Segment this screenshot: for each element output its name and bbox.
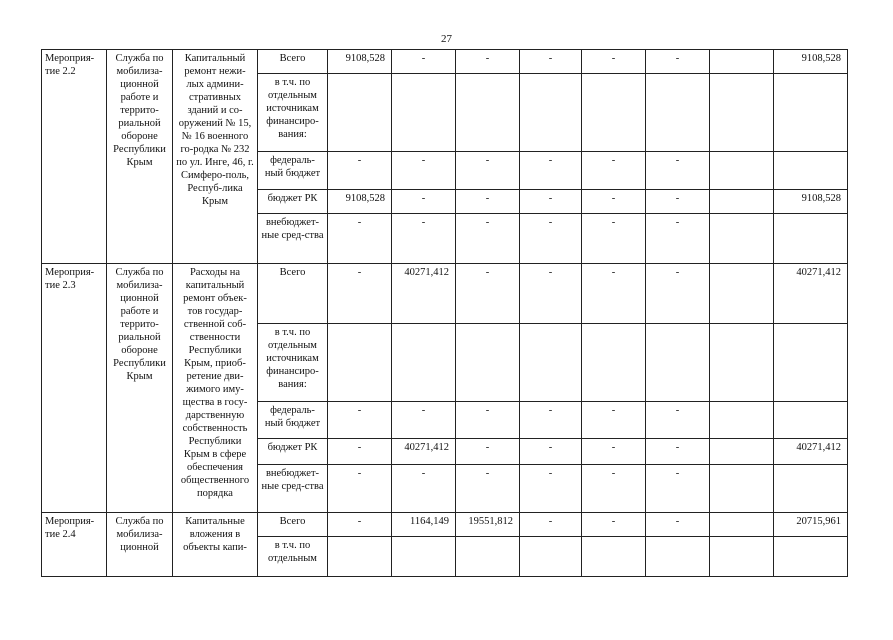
value-cell xyxy=(774,537,848,577)
value-cell: 40271,412 xyxy=(774,439,848,465)
value-cell: - xyxy=(328,439,392,465)
value-cell: - xyxy=(520,402,582,439)
funding-source: Всего xyxy=(258,50,328,74)
value-cell: 9108,528 xyxy=(774,190,848,214)
value-cell: - xyxy=(582,465,646,513)
value-cell: - xyxy=(392,152,456,190)
value-cell: - xyxy=(646,402,710,439)
table-row xyxy=(42,513,848,537)
description-cell: Капитальный ремонт нежи-лых админи-стративных зданий и со-оружений № 15, № 16 военного го-родка № 232 по ул. Инге, 46, г. Симферо-поль, Респуб-лика Крым xyxy=(173,50,258,264)
value-cell xyxy=(392,74,456,152)
value-cell: - xyxy=(456,439,520,465)
value-cell: - xyxy=(328,402,392,439)
value-cell: - xyxy=(582,50,646,74)
value-cell xyxy=(392,324,456,402)
value-cell: - xyxy=(582,402,646,439)
measure-id: Мероприя-тие 2.2 xyxy=(42,50,107,264)
value-cell: - xyxy=(520,152,582,190)
funding-source: бюджет РК xyxy=(258,190,328,214)
value-cell xyxy=(710,190,774,214)
value-cell xyxy=(520,324,582,402)
value-cell: - xyxy=(456,214,520,264)
value-cell xyxy=(328,324,392,402)
value-cell: - xyxy=(456,402,520,439)
value-cell: - xyxy=(392,214,456,264)
value-cell: - xyxy=(646,152,710,190)
measure-id: Мероприя-тие 2.4 xyxy=(42,513,107,577)
value-cell: - xyxy=(456,50,520,74)
funding-source: внебюджет-ные сред-ства xyxy=(258,465,328,513)
value-cell: 1164,149 xyxy=(392,513,456,537)
page-number: 27 xyxy=(441,33,452,45)
value-cell xyxy=(710,439,774,465)
funding-source: Всего xyxy=(258,264,328,324)
value-cell: - xyxy=(328,214,392,264)
value-cell: 9108,528 xyxy=(328,190,392,214)
executor-cell: Служба по мобилиза-ционной xyxy=(107,513,173,577)
value-cell: - xyxy=(646,465,710,513)
measure-id: Мероприя-тие 2.3 xyxy=(42,264,107,513)
funding-source: в т.ч. по отдельным источникам финансиро-вания: xyxy=(258,324,328,402)
value-cell xyxy=(328,537,392,577)
value-cell xyxy=(774,402,848,439)
value-cell xyxy=(710,402,774,439)
funding-source: внебюджет-ные сред-ства xyxy=(258,214,328,264)
value-cell: - xyxy=(520,439,582,465)
value-cell xyxy=(392,537,456,577)
value-cell: - xyxy=(456,264,520,324)
value-cell xyxy=(646,324,710,402)
value-cell: - xyxy=(520,214,582,264)
funding-source: в т.ч. по отдельным источникам финансиро-вания: xyxy=(258,74,328,152)
executor-cell: Служба по мобилиза-ционной работе и террито-риальной обороне Республики Крым xyxy=(107,50,173,264)
value-cell: - xyxy=(520,264,582,324)
description-cell: Капитальные вложения в объекты капи- xyxy=(173,513,258,577)
value-cell: - xyxy=(582,152,646,190)
value-cell: 40271,412 xyxy=(392,439,456,465)
value-cell xyxy=(710,214,774,264)
value-cell: 20715,961 xyxy=(774,513,848,537)
value-cell: - xyxy=(582,513,646,537)
value-cell: - xyxy=(328,264,392,324)
value-cell xyxy=(582,74,646,152)
value-cell: - xyxy=(456,190,520,214)
value-cell: - xyxy=(646,513,710,537)
value-cell: - xyxy=(582,214,646,264)
value-cell xyxy=(710,50,774,74)
value-cell: - xyxy=(456,152,520,190)
value-cell xyxy=(774,214,848,264)
value-cell: - xyxy=(328,465,392,513)
value-cell xyxy=(582,324,646,402)
value-cell xyxy=(710,324,774,402)
value-cell: - xyxy=(520,465,582,513)
value-cell: 40271,412 xyxy=(774,264,848,324)
table-row xyxy=(42,50,848,74)
value-cell xyxy=(710,74,774,152)
value-cell: 40271,412 xyxy=(392,264,456,324)
value-cell xyxy=(710,537,774,577)
funding-source: Всего xyxy=(258,513,328,537)
value-cell: - xyxy=(328,513,392,537)
value-cell: 19551,812 xyxy=(456,513,520,537)
value-cell: - xyxy=(520,50,582,74)
funding-source: федераль-ный бюджет xyxy=(258,152,328,190)
value-cell xyxy=(328,74,392,152)
funding-source: федераль-ный бюджет xyxy=(258,402,328,439)
value-cell xyxy=(456,537,520,577)
value-cell: - xyxy=(582,264,646,324)
value-cell xyxy=(582,537,646,577)
value-cell: - xyxy=(646,190,710,214)
value-cell xyxy=(646,537,710,577)
value-cell: - xyxy=(646,439,710,465)
value-cell xyxy=(710,513,774,537)
value-cell: - xyxy=(582,439,646,465)
value-cell xyxy=(646,74,710,152)
value-cell: - xyxy=(646,50,710,74)
value-cell xyxy=(774,74,848,152)
funding-source: в т.ч. по отдельным xyxy=(258,537,328,577)
value-cell: 9108,528 xyxy=(774,50,848,74)
value-cell: - xyxy=(392,50,456,74)
description-cell: Расходы на капитальный ремонт объек-тов государ-ственной соб-ственности Республики Крым, приоб-ретение дви-жимого иму-щества в госу-дарственную собственность Республики Крым в сфере обеспечения общественного порядка xyxy=(173,264,258,513)
executor-cell: Служба по мобилиза-ционной работе и террито-риальной обороне Республики Крым xyxy=(107,264,173,513)
value-cell: - xyxy=(646,214,710,264)
value-cell: 9108,528 xyxy=(328,50,392,74)
value-cell: - xyxy=(520,190,582,214)
value-cell: - xyxy=(392,402,456,439)
value-cell xyxy=(710,264,774,324)
value-cell xyxy=(774,324,848,402)
value-cell: - xyxy=(456,465,520,513)
value-cell xyxy=(710,152,774,190)
value-cell: - xyxy=(392,465,456,513)
value-cell xyxy=(456,324,520,402)
value-cell: - xyxy=(582,190,646,214)
value-cell: - xyxy=(520,513,582,537)
value-cell: - xyxy=(646,264,710,324)
financing-table xyxy=(41,49,848,577)
value-cell: - xyxy=(392,190,456,214)
value-cell xyxy=(456,74,520,152)
value-cell xyxy=(520,537,582,577)
value-cell xyxy=(710,465,774,513)
value-cell xyxy=(774,152,848,190)
value-cell xyxy=(774,465,848,513)
funding-source: бюджет РК xyxy=(258,439,328,465)
value-cell xyxy=(520,74,582,152)
value-cell: - xyxy=(328,152,392,190)
table-row xyxy=(42,264,848,324)
